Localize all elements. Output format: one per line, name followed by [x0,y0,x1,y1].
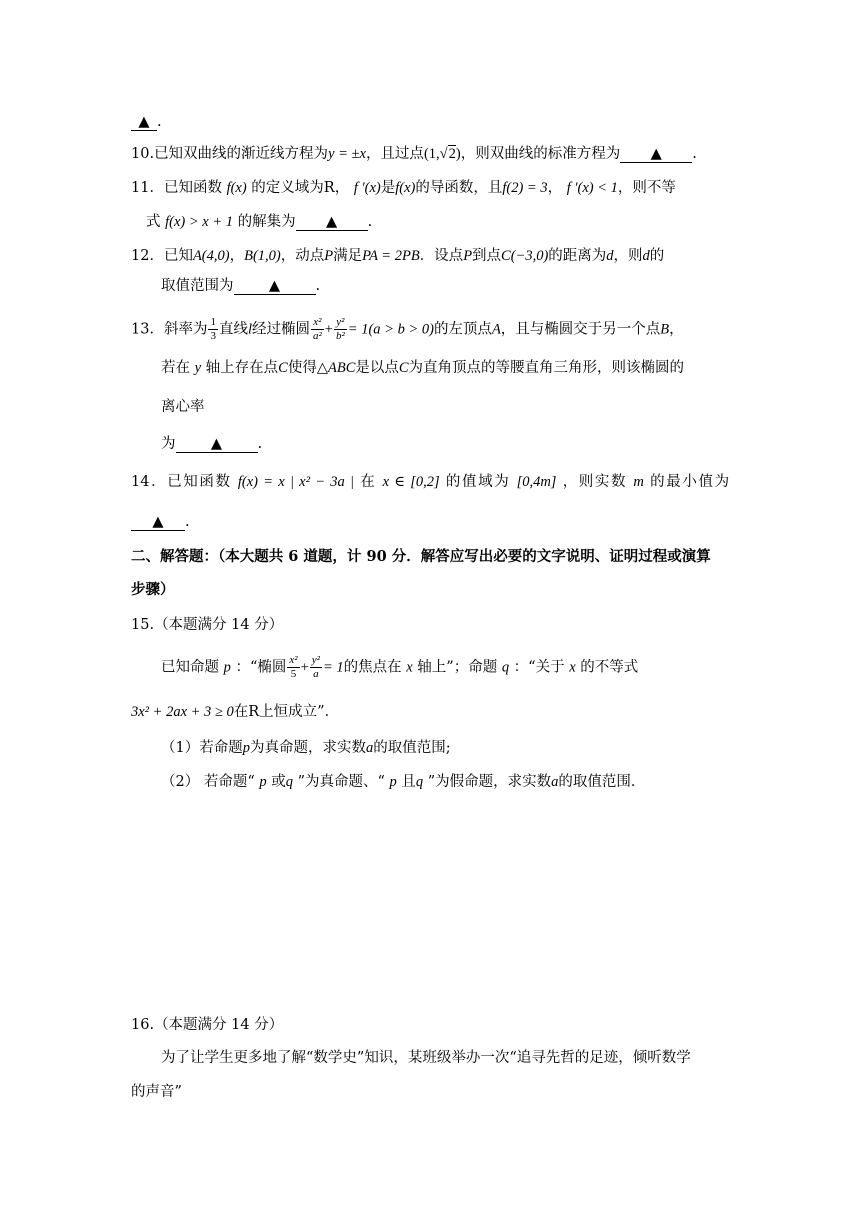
answer-blank-q13[interactable] [176,436,258,453]
question-15-line-2: 3x² + 2ax + 3 ≥ 0在R上恒成立”． [131,704,340,720]
question-13-line-3: 离心率 [161,399,205,415]
question-15-line-1: 已知命题 p ：“椭圆 $\frac{\text{x²}}{5}$ + $\frac{\text{y²}}{a}$ = 1的焦点在 x 轴上”；命题 q ：“关于 x 的不等式 [161,654,639,680]
question-15-header: 15.（本题满分 14 分） [131,617,284,633]
question-13-line-4: 为 ▲ . [161,436,263,452]
answer-blank-q9[interactable] [131,114,157,131]
fraction-y2-a: $\frac{\text{y²}}{a}$ [311,654,320,680]
question-12-line-1: 12．已知A(4,0)，B(1,0)，动点P满足PA = 2PB．设点P到点C(−3,0)的距离为d，则d的 [131,248,665,264]
question-11-line-1: 11．已知函数 f(x) 的定义域为R， f ′(x)是f(x)的导函数，且f(2) = 3， f ′(x) < 1，则不等 [131,180,676,196]
triangle-icon: ▲ [210,436,223,452]
question-12-line-2: 取值范围为 ▲ . [161,278,321,294]
answer-blank-q10[interactable] [620,146,692,163]
question-16-line-1: 为了让学生更多地了解“数学史”知识，某班级举办一次“追寻先哲的足迹，倾听数学 [161,1050,691,1066]
triangle-icon: ▲ [138,114,150,130]
fraction-x2-5: $\frac{\text{x²}}{5}$ [289,654,298,680]
question-15-subquestion-2: （2） 若命题“ p 或q ”为真命题、“ p 且q ”为假命题，求实数a的取值范围． [161,774,646,790]
fraction-y2-b2: $\frac{\text{y²}}{\text{b²}}$ [335,316,345,342]
question-13-line-2: 若在 y 轴上存在点C使得△ABC是以点C为直角顶点的等腰直角三角形，则该椭圆的 [161,360,685,376]
fraction-one-third: $\frac{1}{3}$ [210,316,216,342]
fraction-x2-a2: $\frac{\text{x²}}{\text{a²}}$ [312,316,322,342]
answer-blank-q14[interactable] [131,514,185,531]
question-14-line-1: 14．已知函数 f(x) = x | x² − 3a | 在 x ∈ [0,2] 的值域为 [0,4m] ，则实数 m 的最小值为 [131,474,730,490]
triangle-icon: ▲ [268,278,281,294]
answer-blank-q11[interactable] [296,214,368,231]
answer-blank-q12[interactable] [234,278,316,295]
question-15-subquestion-1: （1）若命题p为真命题，求实数a的取值范围; [161,740,451,756]
triangle-icon: ▲ [326,214,338,230]
triangle-icon: ▲ [650,146,662,162]
question-10: 10.已知双曲线的渐近线方程为y = ±x，且过点(1,√2)，则双曲线的标准方程为 ▲ . [131,146,697,162]
section-2-heading-line-2: 步骤） [131,581,175,598]
question-13-line-1: 13．斜率为 $\frac{1}{3}$ 直线l经过椭圆 $\frac{\text{x²}}{\text{a²}}$ + $\frac{\text{y²}}{\text{b²}}$ = 1(a > b > 0)的左顶点A，且与椭圆交于另一个点B， [131,316,684,342]
question-16-line-2: 的声音” [131,1084,182,1100]
question-11-line-2: 式 f(x) > x + 1 的解集为 ▲ . [146,214,373,230]
triangle-icon: ▲ [152,514,164,530]
question-16-header: 16.（本题满分 14 分） [131,1017,284,1033]
section-2-heading-line-1: 二、解答题：（本大题共 6 道题，计 90 分．解答应写出必要的文字说明、证明过程或演算 [131,548,711,565]
answer-blank-line-q9: ▲ . [131,112,162,132]
question-14-line-2: ▲ . [131,512,190,532]
